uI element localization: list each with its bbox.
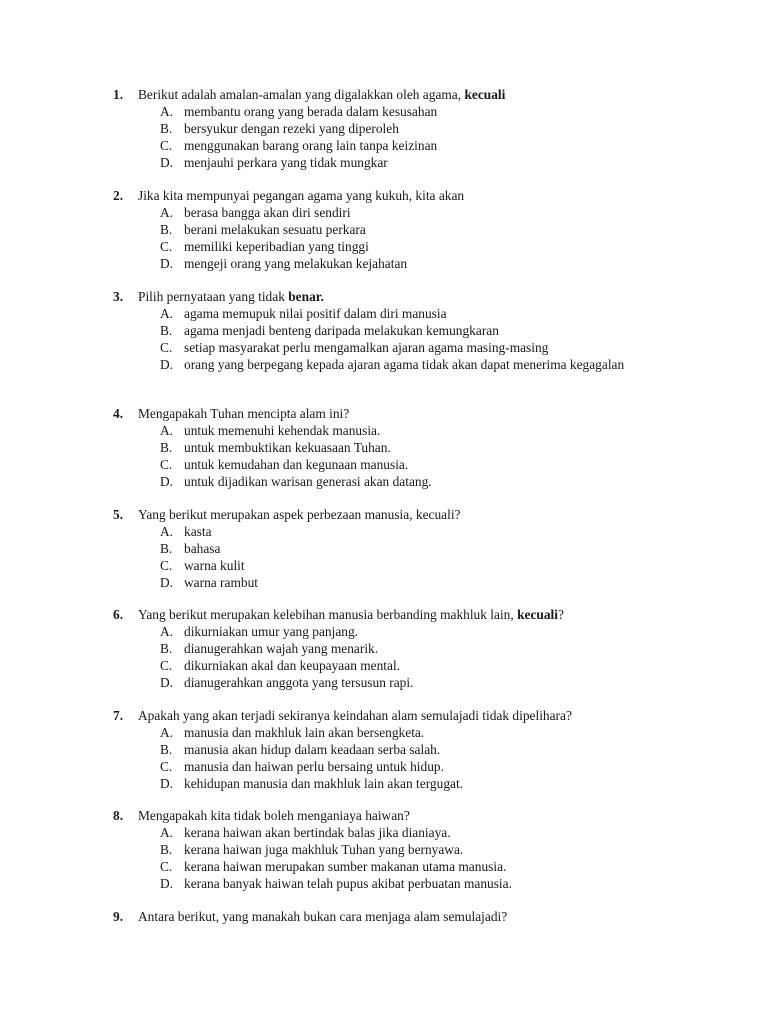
option-letter: C. — [160, 658, 173, 673]
option-b — [160, 841, 678, 858]
option-letter: A. — [160, 423, 174, 438]
option-text: kehidupan manusia dan makhluk lain akan tergugat. — [184, 776, 464, 791]
option-text: kasta — [184, 524, 212, 539]
option-letter: C. — [160, 457, 173, 472]
option-c — [160, 758, 678, 775]
option-text: kerana haiwan juga makhluk Tuhan yang bernyawa. — [184, 842, 464, 857]
option-letter: D. — [160, 474, 174, 489]
option-c — [160, 657, 678, 674]
option-text: manusia dan haiwan perlu bersaing untuk hidup. — [184, 759, 444, 774]
question-1 — [113, 86, 678, 171]
question-stem — [113, 187, 678, 204]
option-b — [160, 741, 678, 758]
option-list — [113, 103, 678, 171]
option-list — [113, 204, 678, 272]
option-text: warna rambut — [184, 575, 258, 590]
option-letter: C. — [160, 759, 173, 774]
option-letter: C. — [160, 138, 173, 153]
option-d — [160, 356, 678, 373]
option-letter: D. — [160, 357, 174, 372]
question-text: Yang berikut merupakan aspek perbezaan manusia, kecuali? — [138, 507, 461, 522]
option-d — [160, 154, 678, 171]
option-letter: A. — [160, 104, 174, 119]
option-text: untuk dijadikan warisan generasi akan datang. — [184, 474, 432, 489]
option-text: kerana haiwan merupakan sumber makanan utama manusia. — [184, 859, 507, 874]
option-c — [160, 858, 678, 875]
question-number: 3. — [113, 289, 124, 304]
option-text: manusia akan hidup dalam keadaan serba salah. — [184, 742, 441, 757]
question-stem — [113, 807, 678, 824]
option-d — [160, 574, 678, 591]
option-letter: B. — [160, 121, 173, 136]
option-letter: D. — [160, 155, 174, 170]
question-9 — [113, 908, 678, 925]
option-letter: B. — [160, 440, 173, 455]
question-text: Antara berikut, yang manakah bukan cara menjaga alam semulajadi? — [138, 909, 508, 924]
option-letter: A. — [160, 524, 174, 539]
question-emphasis: kecuali — [464, 87, 506, 102]
option-text: kerana banyak haiwan telah pupus akibat perbuatan manusia. — [184, 876, 512, 891]
option-list — [113, 824, 678, 892]
option-text: mengeji orang yang melakukan kejahatan — [184, 256, 408, 271]
question-7 — [113, 707, 678, 792]
option-text: dikurniakan umur yang panjang. — [184, 624, 359, 639]
option-letter: D. — [160, 575, 174, 590]
question-text: Jika kita mempunyai pegangan agama yang kukuh, kita akan — [138, 188, 465, 203]
option-letter: B. — [160, 222, 173, 237]
option-b — [160, 439, 678, 456]
option-text: berasa bangga akan diri sendiri — [184, 205, 351, 220]
question-text: Yang berikut merupakan kelebihan manusia berbanding makhluk lain, — [138, 607, 518, 622]
option-c — [160, 456, 678, 473]
option-c — [160, 137, 678, 154]
option-list — [113, 724, 678, 792]
question-stem — [113, 908, 678, 925]
question-number: 9. — [113, 909, 124, 924]
option-letter: A. — [160, 205, 174, 220]
option-text: agama memupuk nilai positif dalam diri manusia — [184, 306, 447, 321]
option-letter: D. — [160, 256, 174, 271]
option-text: menggunakan barang orang lain tanpa keizinan — [184, 138, 438, 153]
option-text: membantu orang yang berada dalam kesusahan — [184, 104, 438, 119]
option-b — [160, 120, 678, 137]
question-5 — [113, 506, 678, 591]
question-stem — [113, 506, 678, 523]
option-a — [160, 623, 678, 640]
question-2 — [113, 187, 678, 272]
question-6 — [113, 606, 678, 691]
question-8 — [113, 807, 678, 892]
option-d — [160, 674, 678, 691]
option-letter: C. — [160, 558, 173, 573]
option-b — [160, 540, 678, 557]
option-a — [160, 422, 678, 439]
option-text: agama menjadi benteng daripada melakukan kemungkaran — [184, 323, 499, 338]
question-number: 7. — [113, 708, 124, 723]
question-tail: ? — [557, 607, 564, 622]
option-list — [113, 523, 678, 591]
question-text: Mengapakah kita tidak boleh menganiaya haiwan? — [138, 808, 410, 823]
option-letter: C. — [160, 859, 173, 874]
option-letter: C. — [160, 340, 173, 355]
question-number: 8. — [113, 808, 124, 823]
option-c — [160, 339, 678, 356]
option-text: manusia dan makhluk lain akan bersengketa. — [184, 725, 425, 740]
question-number: 6. — [113, 607, 124, 622]
question-emphasis: kecuali — [517, 607, 558, 622]
option-text: warna kulit — [184, 558, 245, 573]
option-text: dianugerahkan anggota yang tersusun rapi. — [184, 675, 414, 690]
option-text: memiliki keperibadian yang tinggi — [184, 239, 369, 254]
option-letter: A. — [160, 306, 174, 321]
option-letter: B. — [160, 641, 173, 656]
question-text: Mengapakah Tuhan mencipta alam ini? — [138, 406, 350, 421]
option-c — [160, 557, 678, 574]
question-4 — [113, 405, 678, 490]
option-list — [113, 305, 678, 373]
option-letter: A. — [160, 825, 174, 840]
option-d — [160, 775, 678, 792]
option-text: kerana haiwan akan bertindak balas jika dianiaya. — [184, 825, 451, 840]
option-b — [160, 640, 678, 657]
option-a — [160, 824, 678, 841]
option-letter: B. — [160, 541, 173, 556]
option-letter: D. — [160, 776, 174, 791]
option-a — [160, 103, 678, 120]
option-letter: B. — [160, 842, 173, 857]
option-a — [160, 724, 678, 741]
question-stem — [113, 606, 678, 623]
option-b — [160, 322, 678, 339]
option-letter: D. — [160, 675, 174, 690]
question-number: 2. — [113, 188, 124, 203]
option-text: untuk kemudahan dan kegunaan manusia. — [184, 457, 409, 472]
option-letter: B. — [160, 742, 173, 757]
option-d — [160, 473, 678, 490]
option-d — [160, 255, 678, 272]
question-text: Pilih pernyataan yang tidak — [138, 289, 289, 304]
question-number: 1. — [113, 87, 124, 102]
option-letter: A. — [160, 725, 174, 740]
option-text: bersyukur dengan rezeki yang diperoleh — [184, 121, 399, 136]
option-text: untuk membuktikan kekuasaan Tuhan. — [184, 440, 391, 455]
question-number: 5. — [113, 507, 124, 522]
option-list — [113, 623, 678, 691]
option-letter: A. — [160, 624, 174, 639]
question-emphasis: benar. — [288, 289, 324, 304]
option-letter: B. — [160, 323, 173, 338]
option-c — [160, 238, 678, 255]
option-text: orang yang berpegang kepada ajaran agama tidak akan dapat menerima kegagalan — [184, 357, 625, 372]
option-b — [160, 221, 678, 238]
option-text: dianugerahkan wajah yang menarik. — [184, 641, 379, 656]
option-list — [113, 422, 678, 490]
option-letter: D. — [160, 876, 174, 891]
option-text: setiap masyarakat perlu mengamalkan ajaran agama masing-masing — [184, 340, 549, 355]
question-stem — [113, 707, 678, 724]
option-text: berani melakukan sesuatu perkara — [184, 222, 366, 237]
question-text: Berikut adalah amalan-amalan yang digalakkan oleh agama, — [138, 87, 465, 102]
option-a — [160, 523, 678, 540]
question-stem — [113, 288, 678, 305]
option-a — [160, 204, 678, 221]
question-stem — [113, 405, 678, 422]
option-text: untuk memenuhi kehendak manusia. — [184, 423, 381, 438]
question-text: Apakah yang akan terjadi sekiranya keindahan alam semulajadi tidak dipelihara? — [138, 708, 572, 723]
question-3 — [113, 288, 678, 373]
question-number: 4. — [113, 406, 124, 421]
option-d — [160, 875, 678, 892]
option-a — [160, 305, 678, 322]
option-text: menjauhi perkara yang tidak mungkar — [184, 155, 388, 170]
option-text: bahasa — [184, 541, 221, 556]
question-stem — [113, 86, 678, 103]
option-text: dikurniakan akal dan keupayaan mental. — [184, 658, 401, 673]
option-letter: C. — [160, 239, 173, 254]
